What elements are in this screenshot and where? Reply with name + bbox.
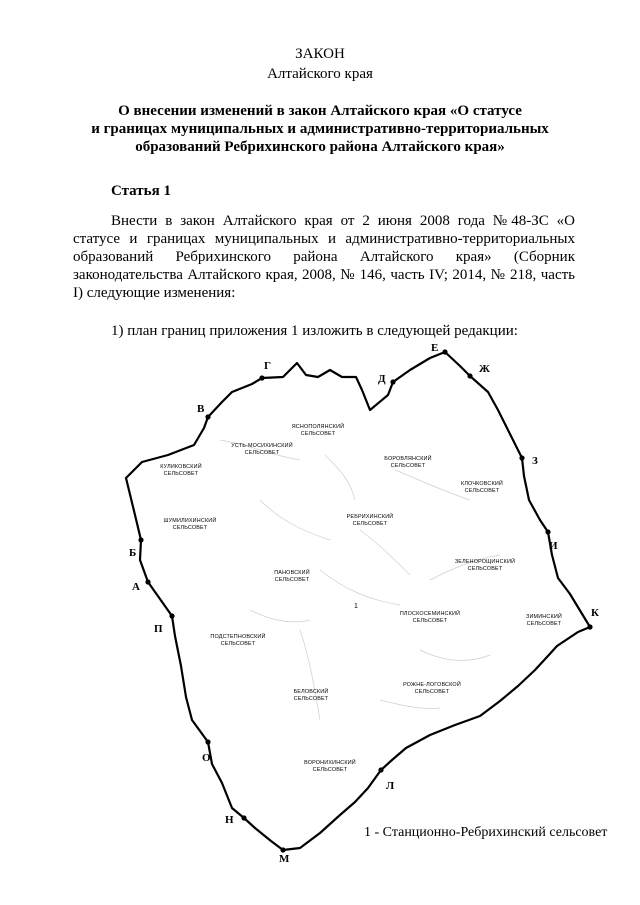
point-label-n: Н	[225, 814, 234, 826]
title-line-2: и границах муниципальных и административно-территориальных	[91, 121, 549, 137]
region-ust-mosikhinsky-name: УСТЬ-МОСИХИНСКИЙ	[231, 443, 293, 449]
point-label-p: П	[154, 623, 163, 635]
region-ziminsky-suffix: СЕЛЬСОВЕТ	[526, 621, 562, 627]
region-ploskoseminsky-name: ПЛОСКОСЕМИНСКИЙ	[399, 611, 461, 617]
point-label-l: Л	[386, 780, 395, 792]
point-p-dot	[169, 613, 174, 618]
region-panovsky-name: ПАНОВСКИЙ	[274, 570, 310, 576]
region-yasnopolyansky-name: ЯСНОПОЛЯНСКИЙ	[291, 424, 345, 430]
region-voronikhinsky-name: ВОРОНИХИНСКИЙ	[304, 760, 356, 766]
amendment-item-1: 1) план границ приложения 1 изложить в следующей редакции:	[111, 323, 518, 339]
region-klochkovsky-suffix: СЕЛЬСОВЕТ	[464, 488, 500, 494]
law-heading: ЗАКОН	[295, 46, 345, 62]
point-b-dot	[138, 537, 143, 542]
point-m-dot	[280, 847, 285, 852]
article-heading: Статья 1	[111, 183, 171, 199]
region-panovsky-suffix: СЕЛЬСОВЕТ	[274, 577, 310, 583]
point-label-v: В	[197, 403, 205, 415]
region-shumilikhinsky-suffix: СЕЛЬСОВЕТ	[172, 525, 208, 531]
internal-boundaries	[220, 440, 500, 720]
region-ziminsky-name: ЗИМИНСКИЙ	[526, 614, 562, 620]
title-line-1: О внесении изменений в закон Алтайского края «О статусе	[118, 103, 522, 119]
region-zeleny-roshchinsky-name: ЗЕЛЕНОРОЩИНСКИЙ	[454, 559, 516, 565]
point-l-dot	[378, 767, 383, 772]
amendment-paragraph: Внести в закон Алтайского края от 2 июня 2008 года №48-ЗС «О статусе и границах муниципальных и административно-территориальных образований Ребрихинского района Алтайского края» (Сборник законодательства Алтайского края, 2008, № 146, часть IV; 2014, № 218, часть I) следующие изменения:	[73, 213, 575, 301]
region-borovlyansky-suffix: СЕЛЬСОВЕТ	[390, 463, 426, 469]
region-podstepnovsky-suffix: СЕЛЬСОВЕТ	[220, 641, 256, 647]
region-ploskoseminsky-suffix: СЕЛЬСОВЕТ	[412, 618, 448, 624]
point-label-m: М	[279, 853, 290, 865]
point-d-dot	[390, 379, 395, 384]
point-v-dot	[205, 414, 210, 419]
region-klochkovsky-name: КЛОЧКОВСКИЙ	[460, 481, 504, 487]
point-n-dot	[241, 815, 246, 820]
region-kulikovsky-suffix: СЕЛЬСОВЕТ	[163, 471, 199, 477]
region-voronikhinsky-suffix: СЕЛЬСОВЕТ	[312, 767, 348, 773]
region-rebrikhinsky-suffix: СЕЛЬСОВЕТ	[352, 521, 388, 527]
boundary-points	[138, 349, 592, 852]
district-boundary	[126, 352, 590, 850]
point-g-dot	[259, 375, 264, 380]
region-borovlyansky-name: БОРОВЛЯНСКИЙ	[384, 456, 432, 462]
point-e-dot	[442, 349, 447, 354]
region-zeleny-roshchinsky-suffix: СЕЛЬСОВЕТ	[467, 566, 503, 572]
point-zh-dot	[467, 373, 472, 378]
point-label-a: А	[132, 581, 140, 593]
region-rozhne-logovskoy-name: РОЖНЕ-ЛОГОВСКОЙ	[403, 682, 461, 688]
point-o-dot	[205, 739, 210, 744]
title-line-3: образований Ребрихинского района Алтайского края»	[135, 139, 505, 155]
point-label-i: И	[549, 540, 558, 552]
inner-settlement-mark: 1	[354, 603, 358, 610]
point-label-b: Б	[129, 547, 137, 559]
point-z-dot	[519, 455, 524, 460]
region-kulikovsky-name: КУЛИКОВСКИЙ	[160, 464, 202, 470]
point-label-zh: Ж	[479, 363, 490, 375]
point-i-dot	[545, 529, 550, 534]
point-k-dot	[587, 624, 592, 629]
point-label-k: К	[591, 607, 599, 619]
region-yasnopolyansky-suffix: СЕЛЬСОВЕТ	[300, 431, 336, 437]
point-label-z: З	[532, 455, 538, 467]
point-label-e: Е	[431, 342, 439, 354]
law-region: Алтайского края	[267, 66, 373, 82]
region-rozhne-logovskoy-suffix: СЕЛЬСОВЕТ	[414, 689, 450, 695]
region-shumilikhinsky-name: ШУМИЛИХИНСКИЙ	[163, 518, 217, 524]
region-podstepnovsky-name: ПОДСТЕПНОВСКИЙ	[210, 634, 266, 640]
point-label-d: Д	[378, 373, 386, 385]
region-ust-mosikhinsky-suffix: СЕЛЬСОВЕТ	[244, 450, 280, 456]
region-belovsky-name: БЕЛОВСКИЙ	[293, 689, 329, 695]
region-rebrikhinsky-name: РЕБРИХИНСКИЙ	[346, 514, 394, 520]
point-label-g: Г	[264, 360, 271, 372]
point-a-dot	[145, 579, 150, 584]
region-labels	[160, 422, 562, 773]
map-legend: 1 - Станционно-Ребрихинский сельсовет	[364, 825, 608, 840]
region-belovsky-suffix: СЕЛЬСОВЕТ	[293, 696, 329, 702]
point-label-o: О	[202, 752, 211, 764]
